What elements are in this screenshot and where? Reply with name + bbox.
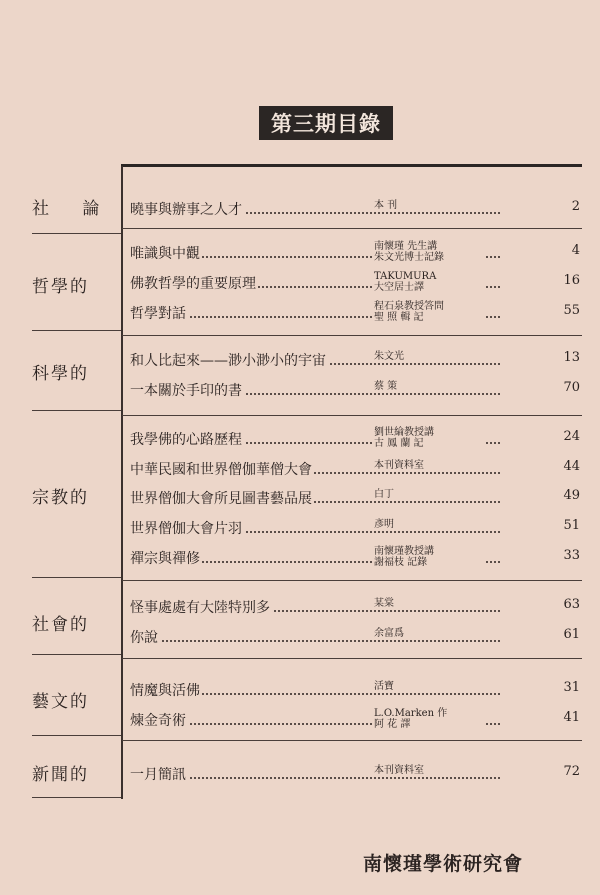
entry-author: 本 刊 <box>373 200 484 211</box>
entry-title: 和人比起來——渺小渺小的宇宙 <box>130 350 328 370</box>
entry-author: 本刊資料室 <box>373 460 484 471</box>
section-separator <box>122 658 582 659</box>
entry-title: 一月簡訊 <box>130 764 188 784</box>
category-label: 哲學的 <box>32 277 89 297</box>
entry-page: 55 <box>563 303 580 318</box>
entry-title: 我學佛的心路歷程 <box>130 429 244 449</box>
entry-author: 蔡 策 <box>373 381 484 392</box>
category-separator <box>32 233 121 234</box>
entry-page: 49 <box>563 488 580 503</box>
entry-title: 怪事處處有大陸特別多 <box>130 597 272 617</box>
category-label: 社會的 <box>32 615 89 635</box>
entry-title: 世界僧伽大會片羽 <box>130 518 244 538</box>
entry-author: 活寶 <box>373 681 484 692</box>
entry-author: 程石泉教授答問 聖 照 輯 記 <box>373 301 484 323</box>
entry-page: 16 <box>563 273 580 288</box>
section-separator <box>122 335 582 336</box>
toc-entry[interactable] <box>130 597 580 619</box>
section-separator <box>122 740 582 741</box>
category-separator <box>32 797 121 798</box>
category-label: 藝文的 <box>32 692 89 712</box>
category-label: 新聞的 <box>32 765 89 785</box>
entry-page: 4 <box>571 243 580 258</box>
toc-entry[interactable] <box>130 243 580 265</box>
section-separator <box>122 415 582 416</box>
entry-author: 白丁 <box>373 489 484 500</box>
entry-author: 朱文光 <box>373 351 484 362</box>
toc-entry[interactable] <box>130 459 580 481</box>
category-label: 宗教的 <box>32 488 89 508</box>
category-label: 科學的 <box>32 364 89 384</box>
category-separator <box>32 735 121 736</box>
top-rule <box>121 164 582 167</box>
toc-entry[interactable] <box>130 488 580 510</box>
entry-author: 彥明 <box>373 519 484 530</box>
toc-entry[interactable] <box>130 764 580 786</box>
entry-title: 一本關於手印的書 <box>130 380 244 400</box>
entry-title: 中華民國和世界僧伽華僧大會 <box>130 459 314 479</box>
category-separator <box>32 577 121 578</box>
entry-title: 煉金奇術 <box>130 710 188 730</box>
column-divider <box>121 166 123 799</box>
section-separator <box>122 228 582 229</box>
entry-page: 72 <box>563 764 580 779</box>
entry-title: 世界僧伽大會所見圖書藝品展 <box>130 488 314 508</box>
entry-title: 情魔與活佛 <box>130 680 202 700</box>
entry-page: 63 <box>563 597 580 612</box>
entry-page: 2 <box>571 199 580 214</box>
toc-entry[interactable] <box>130 627 580 649</box>
toc-entry[interactable] <box>130 710 580 732</box>
toc-entry[interactable] <box>130 273 580 295</box>
entry-author: 某棠 <box>373 598 484 609</box>
entry-author: L.O.Marken 作 阿 花 譯 <box>373 708 484 730</box>
entry-page: 13 <box>563 350 580 365</box>
entry-page: 31 <box>563 680 580 695</box>
entry-page: 33 <box>563 548 580 563</box>
toc-entry[interactable] <box>130 548 580 570</box>
entry-title: 哲學對話 <box>130 303 188 323</box>
entry-author: 劉世綸教授講 古 鳳 蘭 記 <box>373 427 484 449</box>
toc-entry[interactable] <box>130 350 580 372</box>
toc-entry[interactable] <box>130 680 580 702</box>
category-label: 社 論 <box>32 199 114 219</box>
toc-entry[interactable] <box>130 199 580 221</box>
entry-title: 禪宗與禪修 <box>130 548 202 568</box>
toc-entry[interactable] <box>130 518 580 540</box>
entry-author: TAKUMURA 大空居士譯 <box>373 271 484 293</box>
toc-entry[interactable] <box>130 380 580 402</box>
toc-entry[interactable] <box>130 429 580 451</box>
entry-title: 曉事與辦事之人才 <box>130 199 244 219</box>
category-separator <box>32 410 121 411</box>
entry-author: 余富爲 <box>373 628 484 639</box>
entry-page: 41 <box>563 710 580 725</box>
entry-page: 44 <box>563 459 580 474</box>
entry-page: 61 <box>563 627 580 642</box>
entry-page: 24 <box>563 429 580 444</box>
organization-stamp: 南懷瑾學術研究會 <box>363 853 524 875</box>
entry-page: 70 <box>563 380 580 395</box>
category-separator <box>32 654 121 655</box>
toc-entry[interactable] <box>130 303 580 325</box>
entry-title: 佛教哲學的重要原理 <box>130 273 258 293</box>
entry-title: 唯識與中觀 <box>130 243 202 263</box>
category-separator <box>32 330 121 331</box>
page-title: 第三期目錄 <box>259 106 393 140</box>
entry-author: 南懷瑾教授講 謝福枝 記錄 <box>373 546 484 568</box>
leader-dots <box>130 640 500 642</box>
entry-page: 51 <box>563 518 580 533</box>
section-separator <box>122 580 582 581</box>
entry-title: 你說 <box>130 627 160 647</box>
entry-author: 本刊資料室 <box>373 765 484 776</box>
entry-author: 南懷瑾 先生講 朱文光博士記錄 <box>373 241 484 263</box>
